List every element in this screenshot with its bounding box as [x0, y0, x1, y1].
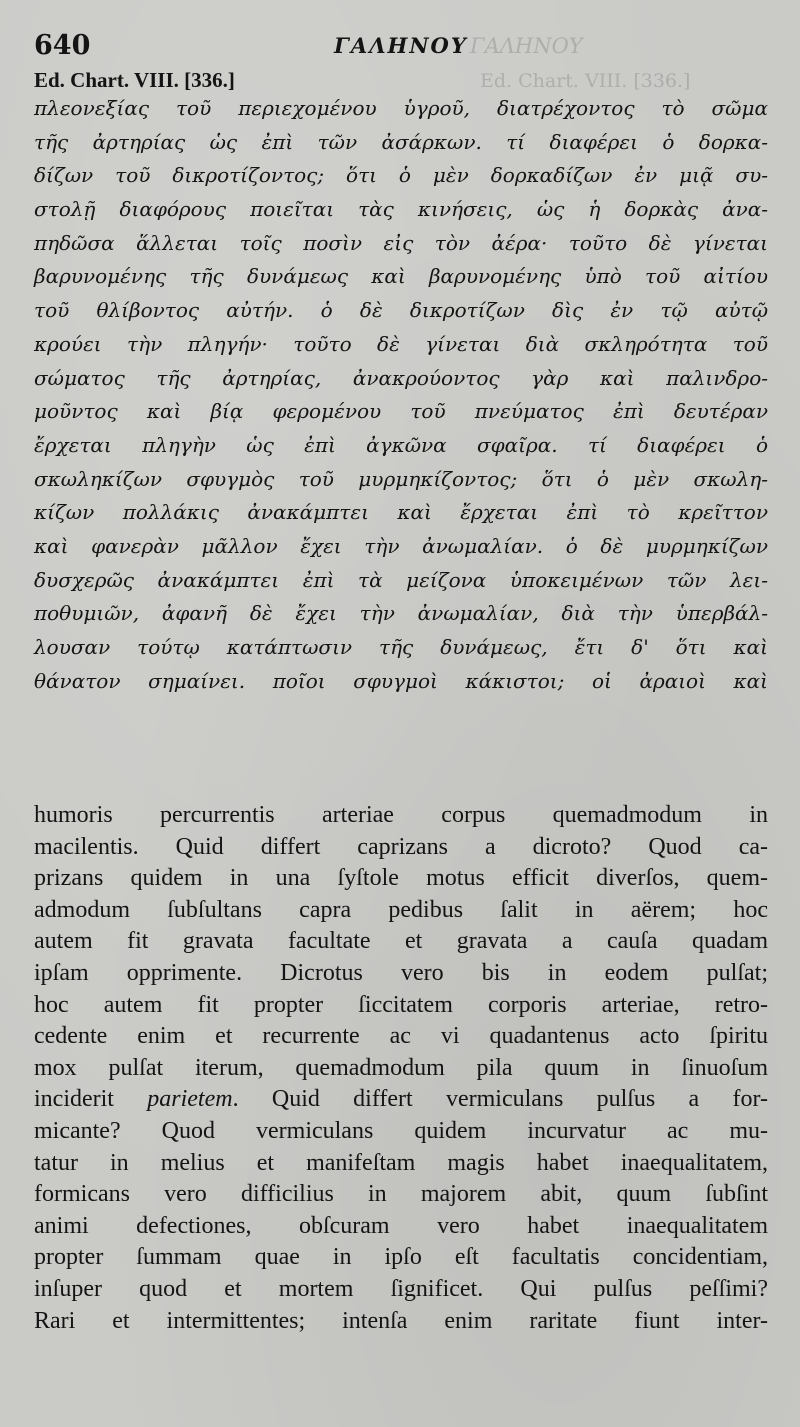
greek-text-line: βαρυνομένης τῆς δυνάμεως καὶ βαρυνομένης ὑπὸ τοῦ αἰτίου: [34, 264, 768, 289]
greek-text-line: ποθυμιῶν, ἀφανῆ δὲ ἔχει τὴν ἀνωμαλίαν, διὰ τὴν ὑπερβάλ-: [34, 601, 768, 626]
latin-text-line: autem fit gravata facultate et gravata a cauſa quadam: [34, 928, 768, 955]
latin-text-block: [34, 800, 768, 1337]
show-through-text: Ed. Chart. VIII. [336.]: [480, 70, 691, 92]
greek-text-line: μοῦντος καὶ βίᾳ φερομένου τοῦ πνεύματος ἐπὶ δευτέραν: [34, 399, 768, 424]
latin-text-line: mox pulſat iterum, quemadmodum pila quum in ſinuoſum: [34, 1054, 768, 1081]
latin-text-line: prizans quidem in una ſyſtole motus efficit diverſos, quem-: [34, 865, 768, 892]
greek-text-line: δίζων τοῦ δικροτίζοντος; ὅτι ὁ μὲν δορκαδίζων ἐν μιᾷ συ-: [34, 163, 768, 188]
page-number: 640: [34, 30, 91, 61]
latin-text-line: cedente enim et recurrente ac vi quadantenus acto ſpiritu: [34, 1023, 768, 1050]
latin-text-line: humoris percurrentis arteriae corpus quemadmodum in: [34, 802, 768, 828]
greek-text-line: δυσχερῶς ἀνακάμπτει ἐπὶ τὰ μείζονα ὑποκειμένων τῶν λει-: [34, 567, 768, 592]
greek-text-line: τοῦ θλίβοντος αὐτήν. ὁ δὲ δικροτίζων δὶς ἐν τῷ αὐτῷ: [34, 298, 768, 323]
greek-text-line: κρούει τὴν πληγήν· τοῦτο δὲ γίνεται διὰ σκληρότητα τοῦ: [34, 331, 768, 356]
greek-text-line: σκωληκίζων σφυγμὸς τοῦ μυρμηκίζοντος; ὅτι ὁ μὲν σκωλη-: [34, 466, 768, 491]
greek-text-line: λουσαν τούτῳ κατάπτωσιν τῆς δυνάμεως, ἔτι δ' ὅτι καὶ: [34, 635, 768, 659]
greek-text-line: καὶ φανερὰν μᾶλλον ἔχει τὴν ἀνωμαλίαν. ὁ δὲ μυρμηκίζων: [34, 533, 768, 558]
latin-text-line: Rari et intermittentes; intenſa enim raritate fiunt inter-: [34, 1307, 768, 1334]
show-through-text: ΓΑΛΗΝΟΥ: [470, 34, 583, 58]
edition-note: Ed. Chart. VIII. [336.]: [34, 68, 235, 92]
latin-text-line: formicans vero difficilius in majorem abit, quum ſubſint: [34, 1181, 768, 1208]
greek-text-line: κίζων πολλάκις ἀνακάμπτει καὶ ἔρχεται ἐπὶ τὸ κρεῖττον: [34, 500, 768, 525]
latin-text-line: tatur in melius et manifeſtam magis habet inaequalitatem,: [34, 1149, 768, 1176]
latin-text-line: inſuper quod et mortem ſignificet. Qui pulſus peſſimi?: [34, 1275, 768, 1302]
greek-text-line: πηδῶσα ἅλλεται τοῖς ποσὶν εἰς τὸν ἀέρα· τοῦτο δὲ γίνεται: [34, 230, 768, 255]
latin-text-line: animi defectiones, obſcuram vero habet inaequalitatem: [34, 1212, 768, 1239]
latin-text-line: admodum ſubſultans capra pedibus ſalit in aërem; hoc: [34, 896, 768, 923]
latin-text-line: macilentis. Quid differt caprizans a dicroto? Quod ca-: [34, 833, 768, 860]
greek-text-line: πλεονεξίας τοῦ περιεχομένου ὑγροῦ, διατρέχοντος τὸ σῶμα: [34, 96, 768, 120]
page-header: [34, 30, 774, 66]
greek-text-line: ἔρχεται πληγὴν ὡς ἐπὶ ἀγκῶνα σφαῖρα. τί διαφέρει ὁ: [34, 432, 768, 457]
greek-text-block: [34, 92, 768, 698]
greek-text-line: θάνατον σημαίνει. ποῖοι σφυγμοὶ κάκιστοι; οἱ ἀραιοὶ καὶ: [34, 668, 768, 693]
greek-text-line: σώματος τῆς ἀρτηρίας, ἀνακρούοντος γὰρ καὶ παλινδρο-: [34, 365, 768, 390]
greek-text-line: τῆς ἀρτηρίας ὡς ἐπὶ τῶν ἀσάρκων. τί διαφέρει ὁ δορκα-: [34, 129, 768, 154]
latin-text-line: inciderit parietem. Quid differt vermiculans pulſus a for-: [34, 1086, 768, 1113]
running-title: ΓΑΛΗΝΟΥ: [334, 33, 468, 58]
latin-text-line: propter ſummam quae in ipſo eſt facultatis concidentiam,: [34, 1244, 768, 1271]
latin-text-line: hoc autem fit propter ſiccitatem corporis arteriae, retro-: [34, 991, 768, 1018]
latin-text-line: ipſam opprimente. Dicrotus vero bis in eodem pulſat;: [34, 959, 768, 986]
greek-text-line: στολῇ διαφόρους ποιεῖται τὰς κινήσεις, ὡς ἡ δορκὰς ἀνα-: [34, 197, 768, 222]
latin-text-line: micante? Quod vermiculans quidem incurvatur ac mu-: [34, 1117, 768, 1144]
